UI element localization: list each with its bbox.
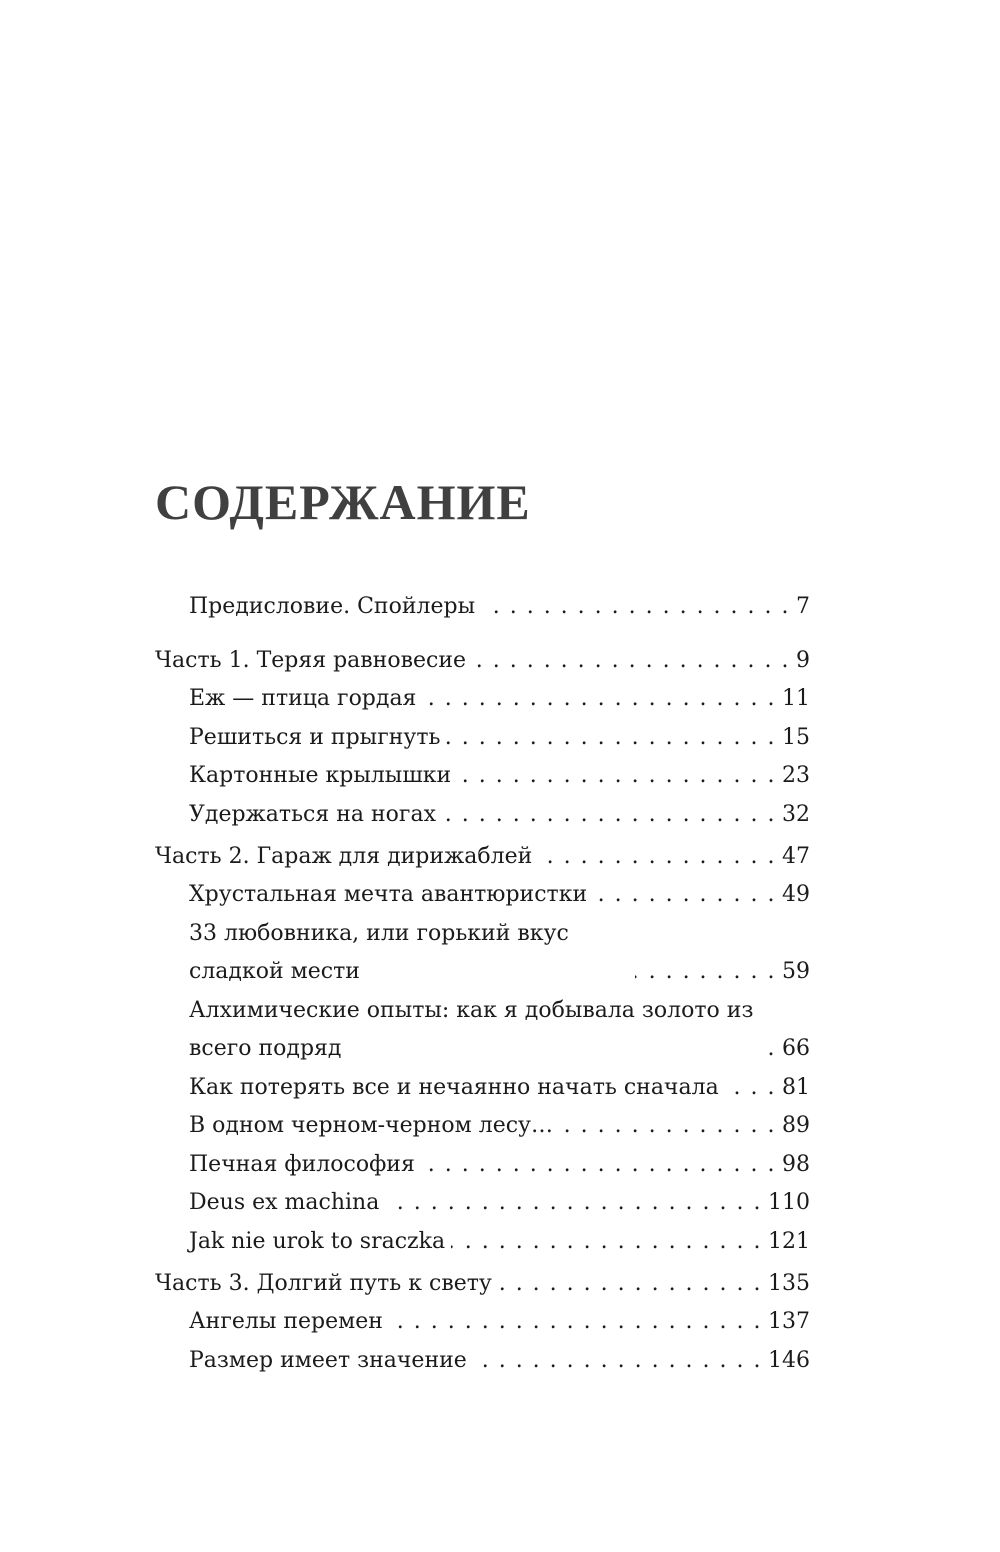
toc-entry bbox=[155, 588, 810, 627]
toc-entry-label: Предисловие. Спойлеры bbox=[189, 594, 476, 619]
toc-entry-page: 121 bbox=[768, 1228, 810, 1254]
toc-entry-page: 32 bbox=[782, 801, 810, 827]
dot-leader bbox=[422, 680, 776, 719]
toc-entry-label: Часть 3. Долгий путь к свету bbox=[155, 1270, 492, 1296]
toc-entry-page: 47 bbox=[782, 843, 810, 869]
toc-entry-label: Печная философия bbox=[189, 1151, 415, 1177]
toc-entry-label: Deus ex machina bbox=[189, 1190, 380, 1215]
dot-leader bbox=[421, 1146, 776, 1185]
toc-entry-page: 49 bbox=[782, 882, 810, 907]
toc-entry-page: 146 bbox=[768, 1347, 810, 1373]
dot-leader bbox=[498, 1265, 762, 1304]
toc-entry-page: 66 bbox=[782, 1036, 810, 1061]
dot-leader bbox=[473, 1342, 762, 1381]
toc-entry-label: В одном черном-черном лесу… bbox=[189, 1113, 553, 1138]
toc-entry-page: 81 bbox=[782, 1074, 810, 1100]
toc-entry-label: Решиться и прыгнуть bbox=[189, 724, 441, 750]
toc-entry bbox=[155, 680, 810, 719]
toc-entry-page: 11 bbox=[782, 686, 810, 711]
toc-entry-page: 98 bbox=[782, 1151, 810, 1177]
toc-entry bbox=[155, 1146, 810, 1185]
dot-leader bbox=[442, 796, 776, 835]
toc-entry bbox=[155, 719, 810, 758]
toc-entry-label: Часть 1. Теряя равновесие bbox=[155, 647, 466, 673]
toc-entry-page: 59 bbox=[782, 959, 810, 984]
dot-leader bbox=[635, 953, 776, 992]
toc-entry bbox=[155, 1184, 810, 1223]
toc-entry-label: Удержаться на ногах bbox=[189, 801, 436, 827]
toc-entry bbox=[155, 757, 810, 796]
toc-entry bbox=[155, 876, 810, 915]
table-of-contents bbox=[155, 588, 810, 1380]
toc-entry-label: Алхимические опыты: как я добывала золото из всего подряд bbox=[189, 997, 754, 1061]
toc-entry-page: 9 bbox=[796, 647, 810, 673]
toc-entry-label: Еж — птица гордая bbox=[189, 686, 417, 711]
toc-entry bbox=[155, 1303, 810, 1342]
toc-entry bbox=[155, 1342, 810, 1381]
toc-entry-label: 33 любовника, или горький вкус сладкой мести bbox=[189, 920, 569, 984]
toc-entry-label: Размер имеет значение bbox=[189, 1347, 467, 1373]
toc-entry-label: Часть 2. Гараж для дирижаблей bbox=[155, 843, 533, 869]
toc-entry-label: Ангелы перемен bbox=[189, 1309, 383, 1334]
dot-leader bbox=[559, 1107, 776, 1146]
dot-leader bbox=[767, 1030, 776, 1069]
toc-part-entry bbox=[155, 838, 810, 877]
dot-leader bbox=[593, 876, 776, 915]
toc-entry bbox=[155, 796, 810, 835]
toc-entry-page: 7 bbox=[796, 594, 810, 619]
dot-leader bbox=[385, 1184, 762, 1223]
dot-leader bbox=[457, 757, 776, 796]
toc-entry bbox=[155, 1107, 810, 1146]
toc-entry-page: 15 bbox=[782, 724, 810, 750]
dot-leader bbox=[389, 1303, 762, 1342]
toc-entry-page: 23 bbox=[782, 763, 810, 788]
toc-entry-page: 110 bbox=[768, 1190, 810, 1215]
toc-entry bbox=[155, 915, 810, 992]
toc-entry-label: Картонные крылышки bbox=[189, 763, 452, 788]
dot-leader bbox=[472, 642, 790, 681]
toc-entry-label: Как потерять все и нечаянно начать сначала bbox=[189, 1074, 719, 1100]
toc-entry-label: Хрустальная мечта авантюристки bbox=[189, 882, 588, 907]
toc-entry bbox=[155, 1069, 810, 1108]
dot-leader bbox=[446, 719, 776, 758]
toc-entry-page: 89 bbox=[782, 1113, 810, 1138]
toc-part-entry bbox=[155, 1265, 810, 1304]
dot-leader bbox=[538, 838, 776, 877]
toc-entry bbox=[155, 992, 810, 1069]
toc-entry bbox=[155, 1223, 810, 1262]
page-title: СОДЕРЖАНИЕ bbox=[155, 474, 531, 530]
dot-leader bbox=[451, 1223, 762, 1262]
toc-entry-page: 135 bbox=[768, 1270, 810, 1296]
toc-entry-page: 137 bbox=[768, 1309, 810, 1334]
toc-part-entry bbox=[155, 642, 810, 681]
dot-leader bbox=[725, 1069, 776, 1108]
toc-entry-label: Jak nie urok to sraczka bbox=[189, 1228, 446, 1254]
dot-leader bbox=[481, 588, 790, 627]
